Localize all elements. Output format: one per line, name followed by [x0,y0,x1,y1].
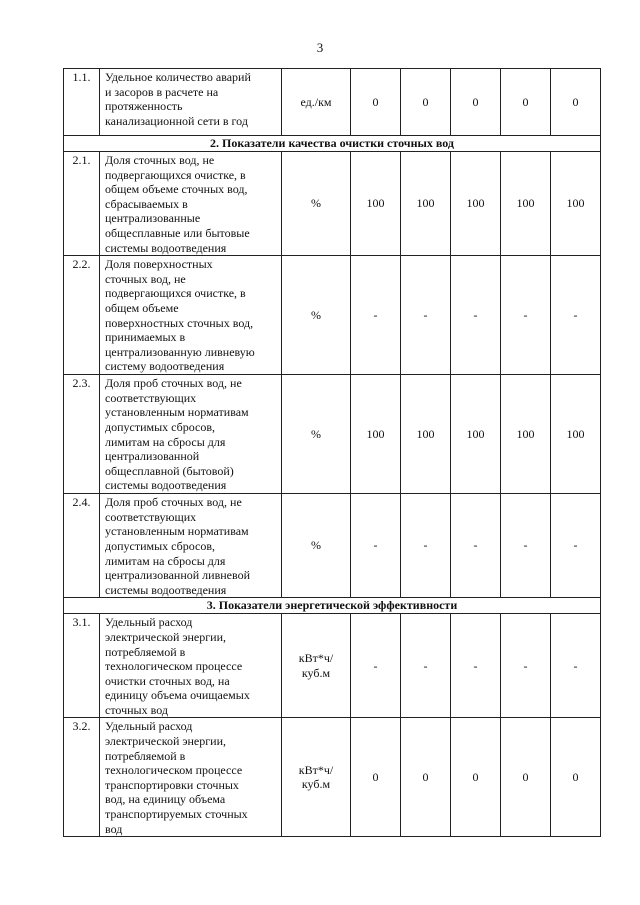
value-cell: 0 [401,718,451,837]
description-line: лимитам на сбросы для [105,434,226,449]
indicator-description [100,718,282,837]
description-line: централизованной [105,449,200,464]
value-cell: 0 [401,69,451,136]
description-line: протяженность [105,99,183,114]
indicator-row [64,718,601,837]
value-cell: 0 [451,718,501,837]
indicator-description [100,69,282,136]
description-line: электрической энергии, [105,734,227,749]
description-line: системы водоотведения [105,582,227,597]
description-line: поверхностных сточных вод, [105,315,254,330]
indicator-description [100,152,282,256]
value-cell: - [401,256,451,375]
row-number: 2.3. [64,375,100,494]
description-line: централизованные [105,211,201,226]
value-cell: - [451,494,501,598]
value-cell: 100 [401,375,451,494]
unit-cell [282,718,351,837]
description-line: общем объеме сточных вод, [105,182,248,197]
row-number: 3.1. [64,614,100,718]
description-line: транспортировки сточных [105,777,239,792]
description-line: централизованной ливневой [105,568,251,583]
description-line: и засоров в расчете на [105,84,219,99]
description-line: вод [105,821,123,836]
section-title: 2. Показатели качества очистки сточных вод [64,136,601,152]
value-cell: - [351,494,401,598]
description-line: установленным нормативам [105,524,249,539]
value-cell: 100 [401,152,451,256]
description-line: очистки сточных вод, на [105,673,230,688]
indicator-row [64,256,601,375]
unit-cell [282,69,351,136]
description-line: систему водоотведения [105,359,225,374]
value-cell: 100 [501,152,551,256]
row-number: 2.1. [64,152,100,256]
section-header-row [64,598,601,614]
value-cell: 0 [501,69,551,136]
description-line: сточных вод, не [105,271,186,286]
description-line: Удельный расход [105,719,193,734]
unit-line: ед./км [300,94,332,109]
description-line: потребляемой в [105,748,186,763]
description-line: системы водоотведения [105,478,227,493]
description-line: Доля сточных вод, не [105,153,215,167]
value-cell: - [401,614,451,718]
description-line: Доля поверхностных [105,257,213,272]
value-cell: 0 [351,718,401,837]
value-cell: - [451,256,501,375]
indicator-description [100,494,282,598]
description-line: общем объеме [105,300,179,315]
description-line: централизованную ливневую [105,344,255,359]
value-cell: - [551,614,601,718]
value-cell: 0 [551,718,601,837]
unit-cell [282,494,351,598]
unit-line: кВт*ч/ [298,762,334,777]
section-header-row [64,136,601,152]
value-cell: - [501,614,551,718]
description-line: соответствующих [105,509,197,524]
description-line: общесплавной (бытовой) [105,463,234,478]
description-line: Удельный расход [105,615,193,630]
indicator-row [64,152,601,256]
unit-line: % [311,538,321,553]
description-line: системы водоотведения [105,240,227,255]
description-line: допустимых сбросов, [105,538,216,553]
value-cell: - [401,494,451,598]
description-line: технологическом процессе [105,763,243,778]
unit-cell [282,256,351,375]
description-line: Удельное количество аварий [105,70,251,84]
description-line: потребляемой в [105,644,186,659]
value-cell: - [351,614,401,718]
indicator-description [100,256,282,375]
description-line: подвергающихся очистке, в [105,167,246,182]
description-line: общесплавные или бытовые [105,225,250,240]
unit-cell [282,152,351,256]
value-cell: 100 [501,375,551,494]
unit-line: % [311,426,321,441]
description-line: электрической энергии, [105,629,227,644]
value-cell: 0 [351,69,401,136]
row-number: 2.2. [64,256,100,375]
value-cell: 0 [551,69,601,136]
description-line: единицу объема очищаемых [105,688,250,703]
value-cell: 0 [451,69,501,136]
unit-line: % [311,196,321,211]
indicators-table-body [64,69,601,837]
indicator-row [64,494,601,598]
description-line: сточных вод [105,702,168,717]
value-cell: 100 [451,152,501,256]
description-line: сбрасываемых в [105,196,188,211]
row-number: 1.1. [64,69,100,136]
unit-cell [282,375,351,494]
value-cell: 100 [551,152,601,256]
value-cell: 100 [451,375,501,494]
unit-cell [282,614,351,718]
value-cell: 100 [551,375,601,494]
description-line: Доля проб сточных вод, не [105,376,242,391]
indicator-row [64,375,601,494]
description-line: лимитам на сбросы для [105,553,226,568]
value-cell: - [351,256,401,375]
description-line: технологическом процессе [105,659,243,674]
description-line: принимаемых в [105,330,186,345]
description-line: допустимых сбросов, [105,419,216,434]
unit-line: кВт*ч/ [298,651,334,666]
value-cell: 0 [501,718,551,837]
unit-line: куб.м [301,665,331,680]
row-number: 3.2. [64,718,100,837]
value-cell: - [501,256,551,375]
description-line: транспортируемых сточных [105,807,248,822]
description-line: канализационной сети в год [105,113,248,128]
value-cell: 100 [351,375,401,494]
indicator-description [100,614,282,718]
indicator-description [100,375,282,494]
description-line: установленным нормативам [105,405,249,420]
description-line: вод, на единицу объема [105,792,226,807]
value-cell: 100 [351,152,401,256]
value-cell: - [551,494,601,598]
section-title: 3. Показатели энергетической эффективности [64,598,601,614]
indicator-row [64,614,601,718]
page-number: 3 [316,40,324,55]
value-cell: - [501,494,551,598]
value-cell: - [451,614,501,718]
description-line: Доля проб сточных вод, не [105,495,242,510]
indicators-table [63,68,601,837]
row-number: 2.4. [64,494,100,598]
value-cell: - [551,256,601,375]
unit-line: % [311,307,321,322]
description-line: подвергающихся очистке, в [105,286,246,301]
unit-line: куб.м [301,777,331,792]
description-line: соответствующих [105,390,197,405]
indicator-row [64,69,601,136]
